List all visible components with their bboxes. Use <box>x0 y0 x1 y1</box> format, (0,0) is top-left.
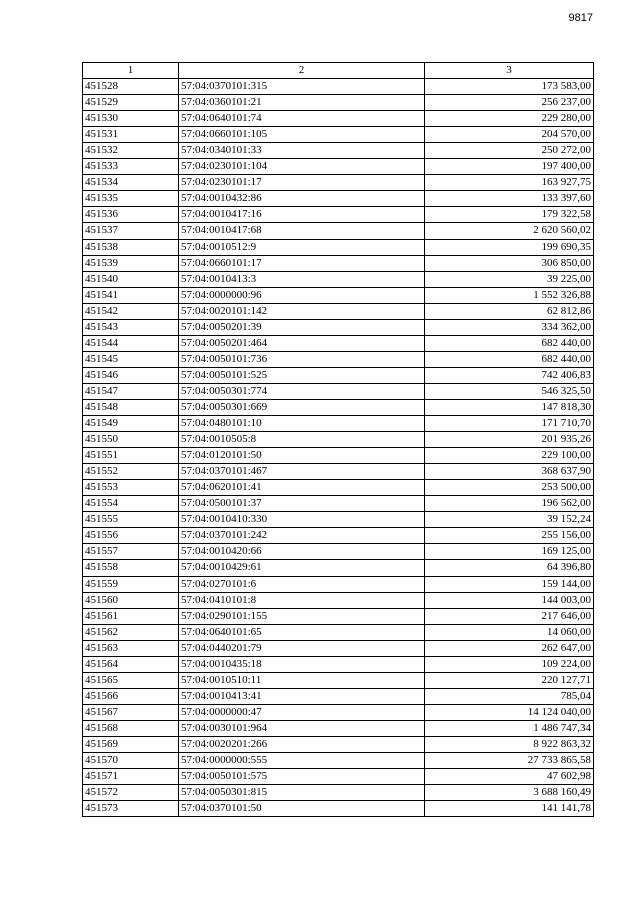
table-row <box>83 95 594 111</box>
table-row <box>83 544 594 560</box>
table-row <box>83 432 594 448</box>
value-cell: 220 127,71 <box>425 672 594 688</box>
record-number-cell: 451571 <box>83 769 179 785</box>
cadastral-number-cell: 57:04:0480101:10 <box>179 416 425 432</box>
table-row <box>83 512 594 528</box>
table-row <box>83 608 594 624</box>
table-row <box>83 175 594 191</box>
table-row <box>83 656 594 672</box>
record-number-cell: 451539 <box>83 255 179 271</box>
table-row <box>83 640 594 656</box>
cadastral-number-cell: 57:04:0050301:774 <box>179 383 425 399</box>
column-header-2: 2 <box>179 63 425 79</box>
column-header-3: 3 <box>425 63 594 79</box>
record-number-cell: 451536 <box>83 207 179 223</box>
value-cell: 250 272,00 <box>425 143 594 159</box>
cadastral-number-cell: 57:04:0050301:815 <box>179 785 425 801</box>
value-cell: 163 927,75 <box>425 175 594 191</box>
record-number-cell: 451528 <box>83 79 179 95</box>
record-number-cell: 451548 <box>83 399 179 415</box>
cadastral-number-cell: 57:04:0050101:736 <box>179 351 425 367</box>
cadastral-number-cell: 57:04:0010429:61 <box>179 560 425 576</box>
cadastral-number-cell: 57:04:0620101:41 <box>179 480 425 496</box>
table-row <box>83 335 594 351</box>
cadastral-number-cell: 57:04:0010432:86 <box>179 191 425 207</box>
value-cell: 3 688 160,49 <box>425 785 594 801</box>
record-number-cell: 451533 <box>83 159 179 175</box>
cadastral-number-cell: 57:04:0660101:105 <box>179 127 425 143</box>
record-number-cell: 451569 <box>83 736 179 752</box>
cadastral-number-cell: 57:04:0010420:66 <box>179 544 425 560</box>
cadastral-number-cell: 57:04:0370101:467 <box>179 464 425 480</box>
cadastral-number-cell: 57:04:0370101:50 <box>179 801 425 817</box>
cadastral-number-cell: 57:04:0640101:74 <box>179 111 425 127</box>
record-number-cell: 451555 <box>83 512 179 528</box>
record-number-cell: 451563 <box>83 640 179 656</box>
registry-table <box>82 62 594 817</box>
value-cell: 27 733 865,58 <box>425 753 594 769</box>
value-cell: 546 325,50 <box>425 383 594 399</box>
table-row <box>83 271 594 287</box>
cadastral-number-cell: 57:04:0020201:266 <box>179 736 425 752</box>
record-number-cell: 451559 <box>83 576 179 592</box>
record-number-cell: 451546 <box>83 367 179 383</box>
record-number-cell: 451564 <box>83 656 179 672</box>
table-row <box>83 672 594 688</box>
record-number-cell: 451570 <box>83 753 179 769</box>
value-cell: 199 690,35 <box>425 239 594 255</box>
table-row <box>83 720 594 736</box>
record-number-cell: 451561 <box>83 608 179 624</box>
cadastral-number-cell: 57:04:0000000:96 <box>179 287 425 303</box>
value-cell: 8 922 863,32 <box>425 736 594 752</box>
value-cell: 742 406,83 <box>425 367 594 383</box>
table-row <box>83 159 594 175</box>
value-cell: 62 812,86 <box>425 303 594 319</box>
cadastral-number-cell: 57:04:0050101:575 <box>179 769 425 785</box>
record-number-cell: 451531 <box>83 127 179 143</box>
value-cell: 1 486 747,34 <box>425 720 594 736</box>
cadastral-number-cell: 57:04:0010435:18 <box>179 656 425 672</box>
value-cell: 229 280,00 <box>425 111 594 127</box>
table-row <box>83 255 594 271</box>
value-cell: 368 637,90 <box>425 464 594 480</box>
value-cell: 39 152,24 <box>425 512 594 528</box>
record-number-cell: 451572 <box>83 785 179 801</box>
table-row <box>83 688 594 704</box>
table-row <box>83 287 594 303</box>
table-body <box>83 79 594 817</box>
table-row <box>83 464 594 480</box>
cadastral-number-cell: 57:04:0050201:464 <box>179 335 425 351</box>
table-row <box>83 383 594 399</box>
cadastral-number-cell: 57:04:0270101:6 <box>179 576 425 592</box>
table-row <box>83 111 594 127</box>
value-cell: 147 818,30 <box>425 399 594 415</box>
cadastral-number-cell: 57:04:0010413:3 <box>179 271 425 287</box>
value-cell: 682 440,00 <box>425 335 594 351</box>
header-row <box>83 63 594 79</box>
cadastral-number-cell: 57:04:0410101:8 <box>179 592 425 608</box>
value-cell: 144 003,00 <box>425 592 594 608</box>
cadastral-number-cell: 57:04:0360101:21 <box>179 95 425 111</box>
record-number-cell: 451566 <box>83 688 179 704</box>
cadastral-number-cell: 57:04:0000000:47 <box>179 704 425 720</box>
value-cell: 262 647,00 <box>425 640 594 656</box>
page-number: 9817 <box>568 12 593 24</box>
value-cell: 173 583,00 <box>425 79 594 95</box>
table-row <box>83 127 594 143</box>
table-row <box>83 416 594 432</box>
record-number-cell: 451540 <box>83 271 179 287</box>
value-cell: 1 552 326,88 <box>425 287 594 303</box>
table-row <box>83 801 594 817</box>
table-row <box>83 399 594 415</box>
cadastral-number-cell: 57:04:0010505:8 <box>179 432 425 448</box>
record-number-cell: 451529 <box>83 95 179 111</box>
table-row <box>83 785 594 801</box>
cadastral-number-cell: 57:04:0120101:50 <box>179 448 425 464</box>
value-cell: 169 125,00 <box>425 544 594 560</box>
record-number-cell: 451558 <box>83 560 179 576</box>
column-header-1: 1 <box>83 63 179 79</box>
record-number-cell: 451535 <box>83 191 179 207</box>
cadastral-number-cell: 57:04:0440201:79 <box>179 640 425 656</box>
record-number-cell: 451554 <box>83 496 179 512</box>
cadastral-number-cell: 57:04:0660101:17 <box>179 255 425 271</box>
record-number-cell: 451544 <box>83 335 179 351</box>
value-cell: 159 144,00 <box>425 576 594 592</box>
value-cell: 196 562,00 <box>425 496 594 512</box>
value-cell: 141 141,78 <box>425 801 594 817</box>
table-row <box>83 753 594 769</box>
table-row <box>83 143 594 159</box>
table-row <box>83 303 594 319</box>
value-cell: 229 100,00 <box>425 448 594 464</box>
cadastral-number-cell: 57:04:0370101:315 <box>179 79 425 95</box>
cadastral-number-cell: 57:04:0010510:11 <box>179 672 425 688</box>
value-cell: 255 156,00 <box>425 528 594 544</box>
value-cell: 47 602,98 <box>425 769 594 785</box>
value-cell: 217 646,00 <box>425 608 594 624</box>
cadastral-number-cell: 57:04:0290101:155 <box>179 608 425 624</box>
value-cell: 306 850,00 <box>425 255 594 271</box>
table-row <box>83 319 594 335</box>
table-row <box>83 207 594 223</box>
record-number-cell: 451538 <box>83 239 179 255</box>
record-number-cell: 451562 <box>83 624 179 640</box>
record-number-cell: 451565 <box>83 672 179 688</box>
cadastral-number-cell: 57:04:0010413:41 <box>179 688 425 704</box>
table-row <box>83 624 594 640</box>
cadastral-number-cell: 57:04:0010417:16 <box>179 207 425 223</box>
table-row <box>83 223 594 239</box>
value-cell: 682 440,00 <box>425 351 594 367</box>
value-cell: 197 400,00 <box>425 159 594 175</box>
table-row <box>83 239 594 255</box>
record-number-cell: 451568 <box>83 720 179 736</box>
record-number-cell: 451553 <box>83 480 179 496</box>
record-number-cell: 451543 <box>83 319 179 335</box>
record-number-cell: 451567 <box>83 704 179 720</box>
cadastral-number-cell: 57:04:0500101:37 <box>179 496 425 512</box>
cadastral-number-cell: 57:04:0050101:525 <box>179 367 425 383</box>
table-row <box>83 351 594 367</box>
record-number-cell: 451551 <box>83 448 179 464</box>
table-row <box>83 367 594 383</box>
value-cell: 14 060,00 <box>425 624 594 640</box>
table-row <box>83 736 594 752</box>
table-row <box>83 480 594 496</box>
record-number-cell: 451573 <box>83 801 179 817</box>
cadastral-number-cell: 57:04:0020101:142 <box>179 303 425 319</box>
table-row <box>83 769 594 785</box>
value-cell: 14 124 040,00 <box>425 704 594 720</box>
value-cell: 133 397,60 <box>425 191 594 207</box>
value-cell: 179 322,58 <box>425 207 594 223</box>
cadastral-number-cell: 57:04:0010512:9 <box>179 239 425 255</box>
record-number-cell: 451549 <box>83 416 179 432</box>
cadastral-number-cell: 57:04:0050301:669 <box>179 399 425 415</box>
cadastral-number-cell: 57:04:0050201:39 <box>179 319 425 335</box>
cadastral-number-cell: 57:04:0010417:68 <box>179 223 425 239</box>
cadastral-number-cell: 57:04:0030101:964 <box>179 720 425 736</box>
value-cell: 201 935,26 <box>425 432 594 448</box>
value-cell: 64 396,80 <box>425 560 594 576</box>
table-row <box>83 576 594 592</box>
cadastral-number-cell: 57:04:0340101:33 <box>179 143 425 159</box>
value-cell: 334 362,00 <box>425 319 594 335</box>
record-number-cell: 451532 <box>83 143 179 159</box>
cadastral-number-cell: 57:04:0640101:65 <box>179 624 425 640</box>
record-number-cell: 451550 <box>83 432 179 448</box>
cadastral-number-cell: 57:04:0230101:104 <box>179 159 425 175</box>
cadastral-number-cell: 57:04:0230101:17 <box>179 175 425 191</box>
record-number-cell: 451541 <box>83 287 179 303</box>
table-row <box>83 79 594 95</box>
value-cell: 2 620 560,02 <box>425 223 594 239</box>
record-number-cell: 451545 <box>83 351 179 367</box>
value-cell: 785,04 <box>425 688 594 704</box>
table-row <box>83 448 594 464</box>
value-cell: 256 237,00 <box>425 95 594 111</box>
record-number-cell: 451557 <box>83 544 179 560</box>
record-number-cell: 451556 <box>83 528 179 544</box>
value-cell: 109 224,00 <box>425 656 594 672</box>
record-number-cell: 451534 <box>83 175 179 191</box>
record-number-cell: 451560 <box>83 592 179 608</box>
value-cell: 204 570,00 <box>425 127 594 143</box>
table-row <box>83 191 594 207</box>
record-number-cell: 451542 <box>83 303 179 319</box>
table-row <box>83 496 594 512</box>
cadastral-number-cell: 57:04:0000000:555 <box>179 753 425 769</box>
table-row <box>83 528 594 544</box>
record-number-cell: 451537 <box>83 223 179 239</box>
value-cell: 171 710,70 <box>425 416 594 432</box>
table-row <box>83 704 594 720</box>
value-cell: 39 225,00 <box>425 271 594 287</box>
record-number-cell: 451530 <box>83 111 179 127</box>
cadastral-number-cell: 57:04:0370101:242 <box>179 528 425 544</box>
value-cell: 253 500,00 <box>425 480 594 496</box>
cadastral-number-cell: 57:04:0010410:330 <box>179 512 425 528</box>
record-number-cell: 451552 <box>83 464 179 480</box>
table-row <box>83 592 594 608</box>
record-number-cell: 451547 <box>83 383 179 399</box>
table-row <box>83 560 594 576</box>
